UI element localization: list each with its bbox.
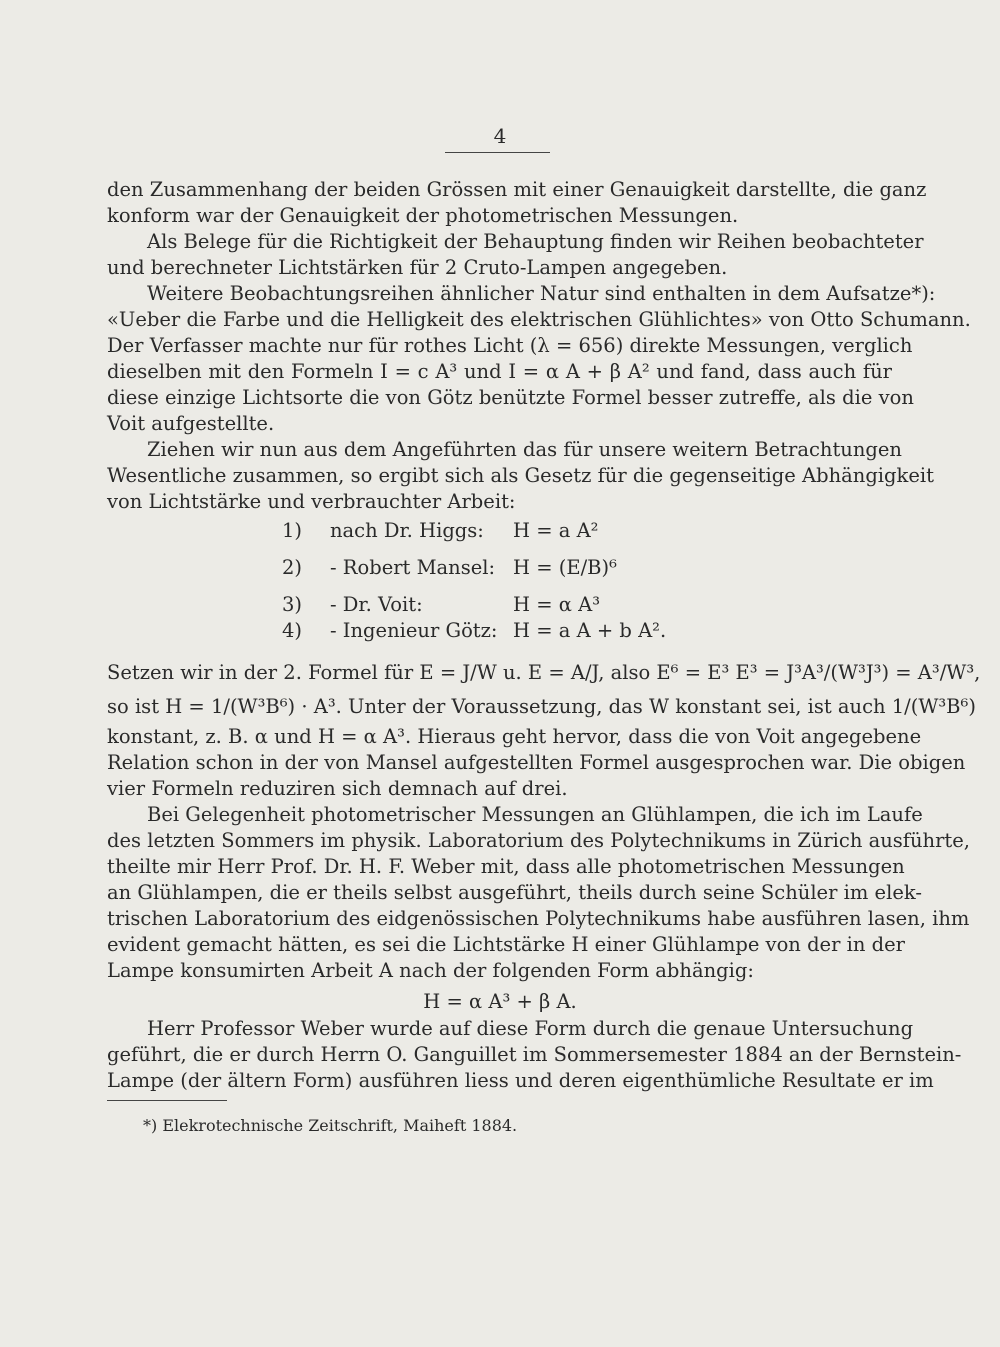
text-line: konform war der Genauigkeit der photometrischen Messungen. <box>107 204 739 227</box>
body-text-middle <box>107 656 981 984</box>
text-line: Als Belege für die Richtigkeit der Behauptung finden wir Reihen beobachteter <box>147 230 924 253</box>
formula-expression: H = a A² <box>513 519 599 542</box>
text-line: vier Formeln reduziren sich demnach auf drei. <box>107 777 568 800</box>
text-line: geführt, die er durch Herrn O. Ganguillet im Sommersemester 1884 an der Bernstein- <box>107 1043 962 1066</box>
text-line: Wesentliche zusammen, so ergibt sich als Gesetz für die gegenseitige Abhängigkeit <box>107 464 934 487</box>
text-line: Lampe (der ältern Form) ausführen liess und deren eigenthümliche Resultate er im <box>107 1069 934 1092</box>
formula-number: 3) <box>282 593 303 616</box>
text-line: theilte mir Herr Prof. Dr. H. F. Weber mit, dass alle photometrischen Messungen <box>107 855 905 878</box>
text-line: so ist H = 1/(W³B⁶) · A³. Unter der Voraussetzung, das W konstant sei, ist auch 1/(W³B⁶) <box>107 695 976 718</box>
text-line: Setzen wir in der 2. Formel für E = J/W u. E = A/J, also E⁶ = E³ E³ = J³A³/(W³J³) = A³/W³, <box>107 661 981 684</box>
text-line: Weitere Beobachtungsreihen ähnlicher Natur sind enthalten in dem Aufsatze*): <box>147 282 936 305</box>
text-line: Lampe konsumirten Arbeit A nach der folgenden Form abhängig: <box>107 959 754 982</box>
text-line: konstant, z. B. α und H = α A³. Hieraus geht hervor, dass die von Voit angegebene <box>107 725 922 748</box>
page-number-rule <box>445 152 550 153</box>
text-line: dieselben mit den Formeln I = c A³ und I = α A + β A² und fand, dass auch für <box>107 360 892 383</box>
formula-expression: H = α A³ <box>513 593 601 616</box>
formula-author: - Dr. Voit: <box>330 593 423 616</box>
text-line: Relation schon in der von Mansel aufgestellten Formel ausgesprochen war. Die obigen <box>107 751 966 774</box>
formula-expression: H = a A + b A². <box>513 619 667 642</box>
body-text-bottom <box>107 1016 962 1094</box>
formula-author: - Ingenieur Götz: <box>330 619 498 642</box>
text-line: des letzten Sommers im physik. Laboratorium des Polytechnikums in Zürich ausführte, <box>107 829 970 852</box>
page-number: 4 <box>493 124 507 148</box>
text-line: «Ueber die Farbe und die Helligkeit des elektrischen Glühlichtes» von Otto Schumann. <box>107 308 971 331</box>
formula-number: 1) <box>282 519 303 542</box>
formula-expression: H = (E/B)⁶ <box>513 556 617 579</box>
text-line: Der Verfasser machte nur für rothes Licht (λ = 656) direkte Messungen, verglich <box>107 334 913 357</box>
body-text-top <box>107 177 971 515</box>
centered-equation: H = α A³ + β A. <box>423 990 577 1013</box>
text-line: von Lichtstärke und verbrauchter Arbeit: <box>107 490 516 513</box>
text-line: evident gemacht hätten, es sei die Lichtstärke H einer Glühlampe von der in der <box>107 933 905 956</box>
text-line: Ziehen wir nun aus dem Angeführten das für unsere weitern Betrachtungen <box>147 438 902 461</box>
formula-number: 2) <box>282 556 303 579</box>
text-line: Herr Professor Weber wurde auf diese Form durch die genaue Untersuchung <box>147 1017 914 1040</box>
text-line: diese einzige Lichtsorte die von Götz benützte Formel besser zutreffe, als die von <box>107 386 914 409</box>
text-line: Voit aufgestellte. <box>107 412 275 435</box>
formula-author: nach Dr. Higgs: <box>330 519 484 542</box>
footnote: *) Elekrotechnische Zeitschrift, Maiheft 1884. <box>143 1116 518 1135</box>
text-line: trischen Laboratorium des eidgenössischen Polytechnikums habe ausführen lasen, ihm <box>107 907 970 930</box>
formula-author: - Robert Mansel: <box>330 556 496 579</box>
text-line: an Glühlampen, die er theils selbst ausgeführt, theils durch seine Schüler im elek- <box>107 881 922 904</box>
formula-number: 4) <box>282 619 303 642</box>
footnote-rule <box>107 1100 227 1101</box>
text-line: Bei Gelegenheit photometrischer Messungen an Glühlampen, die ich im Laufe <box>147 803 923 826</box>
text-line: und berechneter Lichtstärken für 2 Cruto-Lampen angegeben. <box>107 256 728 279</box>
text-line: den Zusammenhang der beiden Grössen mit einer Genauigkeit darstellte, die ganz <box>107 178 927 201</box>
